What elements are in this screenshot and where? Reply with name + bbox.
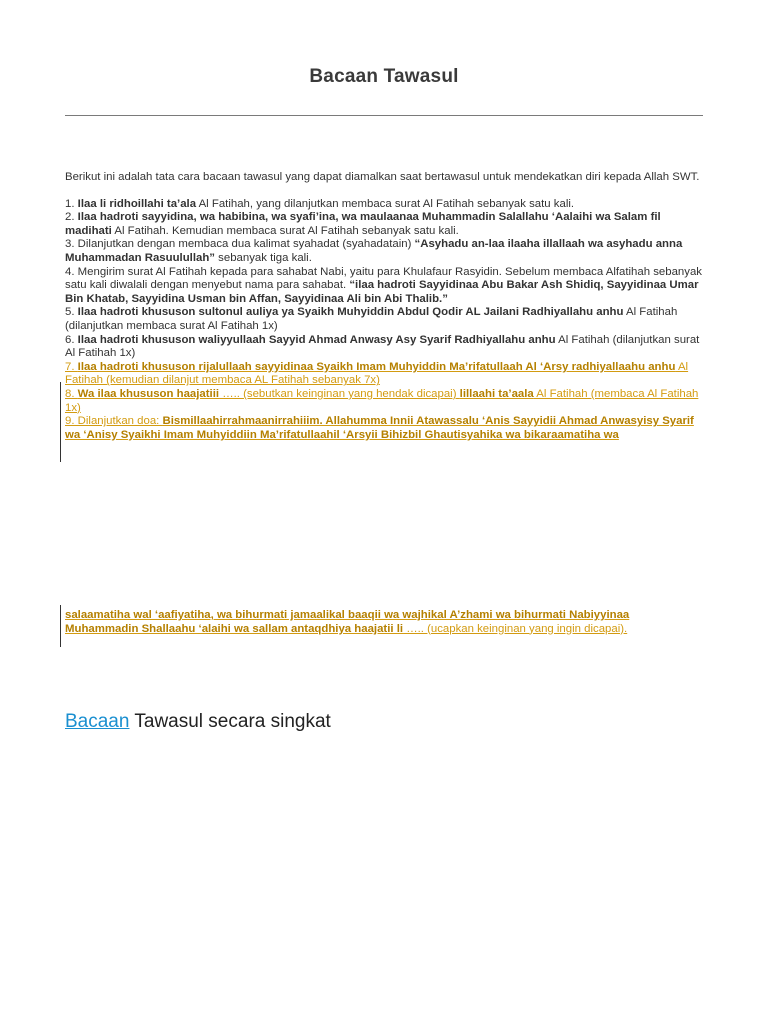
item-bold-text: “ilaa hadroti Sayyidinaa Abu Bakar Ash Shidiq, Sayyidinaa Umar Bin Khatab, Sayyidina Usman bin Affan, Sayyidinaa Ali bin Abi Thalib.” <box>65 279 699 305</box>
item-text: Dilanjutkan dengan membaca dua kalimat syahadat (syahadatain) <box>74 238 415 251</box>
list-item <box>65 266 705 307</box>
item-bold-text: Ilaa li ridhoillahi ta’ala <box>77 197 197 210</box>
item-number: 7. <box>65 360 75 373</box>
item-number: 4. <box>65 265 75 278</box>
list-item <box>65 198 705 212</box>
item-number: 1. <box>65 197 75 210</box>
text-cursor-marker <box>60 382 61 462</box>
item-text: Al Fatihah (membaca Al Fatihah 1x) <box>65 387 699 414</box>
item-bold-text: “Asyhadu an-laa ilaaha illallaah wa asyhadu anna Muhammadan Rasuulullah” <box>65 238 683 264</box>
list-item <box>65 306 705 333</box>
document-body <box>65 171 705 442</box>
continuation-paragraph[interactable] <box>65 609 705 636</box>
item-text: Dilanjutkan doa: <box>74 415 163 428</box>
list-item-highlighted[interactable] <box>65 415 705 442</box>
item-text: Al Fatihah, yang dilanjutkan membaca surat Al Fatihah sebanyak satu kali. <box>196 197 575 210</box>
item-number: 9. <box>65 415 75 428</box>
item-bold-text: Ilaa hadroti sayyidina, wa habibina, wa syafi’ina, wa maulaanaa Muhammadin Salallahu ‘Aalaihi wa Salam fil madihati <box>65 211 661 237</box>
continuation-text: ….. (ucapkan keinginan yang ingin dicapai). <box>403 622 628 635</box>
heading-text: Tawasul secara singkat <box>129 711 331 732</box>
item-text: Al Fatihah (kemudian dilanjut membaca AL Fatihah sebanyak 7x) <box>65 360 689 387</box>
item-number: 2. <box>65 211 75 224</box>
list-item-highlighted[interactable] <box>65 361 705 388</box>
section-heading <box>65 711 331 733</box>
item-bold-text: Ilaa hadroti khususon rijalullaah sayyidinaa Syaikh Imam Muhyiddin Ma’rifatullaah Al ‘Arsy radhiyallaahu anhu <box>77 360 676 373</box>
list-item <box>65 211 705 238</box>
heading-link[interactable]: Bacaan <box>65 711 130 732</box>
list-item <box>65 238 705 265</box>
list-item <box>65 334 705 361</box>
item-bold-text: Bismillaahirrahmaanirrahiiim. Allahumma Innii Atawassalu ‘Anis Sayyidii Ahmad Anwasyisy Syarif wa ‘Anisy Syaikhi Imam Muhyiddiin Ma’rifatullaahil ‘Arsyii Bihizbil Ghautisyahika wa bikaraamatiha wa <box>65 415 694 441</box>
item-text: ….. (sebutkan keinginan yang hendak dicapai) <box>219 387 460 400</box>
item-bold-text: lillaahi ta’aala <box>459 387 534 400</box>
continuation-bold-text: salaamatiha wal ‘aafiyatiha, wa bihurmati jamaalikal baaqii wa wajhikal A’zhami wa bihurmati Nabiyyinaa Muhammadin Shallaahu ‘alaihi wa sallam antaqdhiya haajatii li <box>65 609 630 635</box>
item-bold-text: Ilaa hadroti khususon sultonul auliya ya Syaikh Muhyiddin Abdul Qodir AL Jailani Radhiyallahu anhu <box>77 306 624 319</box>
item-text: sebanyak tiga kali. <box>215 251 312 264</box>
item-bold-text: Wa ilaa khususon haajatiii <box>77 387 220 400</box>
continuation-block <box>65 609 705 636</box>
item-text: Al Fatihah. Kemudian membaca surat Al Fatihah sebanyak satu kali. <box>111 224 459 237</box>
item-text: Al Fatihah (dilanjutkan membaca surat Al Fatihah 1x) <box>65 306 678 332</box>
list-item-highlighted[interactable] <box>65 388 705 415</box>
intro-paragraph: Berikut ini adalah tata cara bacaan tawasul yang dapat diamalkan saat bertawasul untuk mendekatkan diri kepada Allah SWT. <box>65 171 700 183</box>
item-bold-text: Ilaa hadroti khususon waliyyullaah Sayyid Ahmad Anwasy Asy Syarif Radhiyallahu anhu <box>77 333 556 346</box>
item-number: 5. <box>65 306 75 319</box>
item-number: 3. <box>65 238 75 251</box>
title-divider <box>65 115 703 116</box>
item-number: 6. <box>65 333 75 346</box>
document-title: Bacaan Tawasul <box>309 66 459 87</box>
text-cursor-marker <box>60 605 61 647</box>
item-number: 8. <box>65 387 75 400</box>
item-text: Al Fatihah (dilanjutkan surat Al Fatihah 1x) <box>65 333 700 360</box>
item-text: Mengirim surat Al Fatihah kepada para sahabat Nabi, yaitu para Khulafaur Rasyidin. Sebelum membaca Alfatihah sebanyak satu kali diwalali dengan menyebut nama para sahabat. <box>65 265 702 292</box>
